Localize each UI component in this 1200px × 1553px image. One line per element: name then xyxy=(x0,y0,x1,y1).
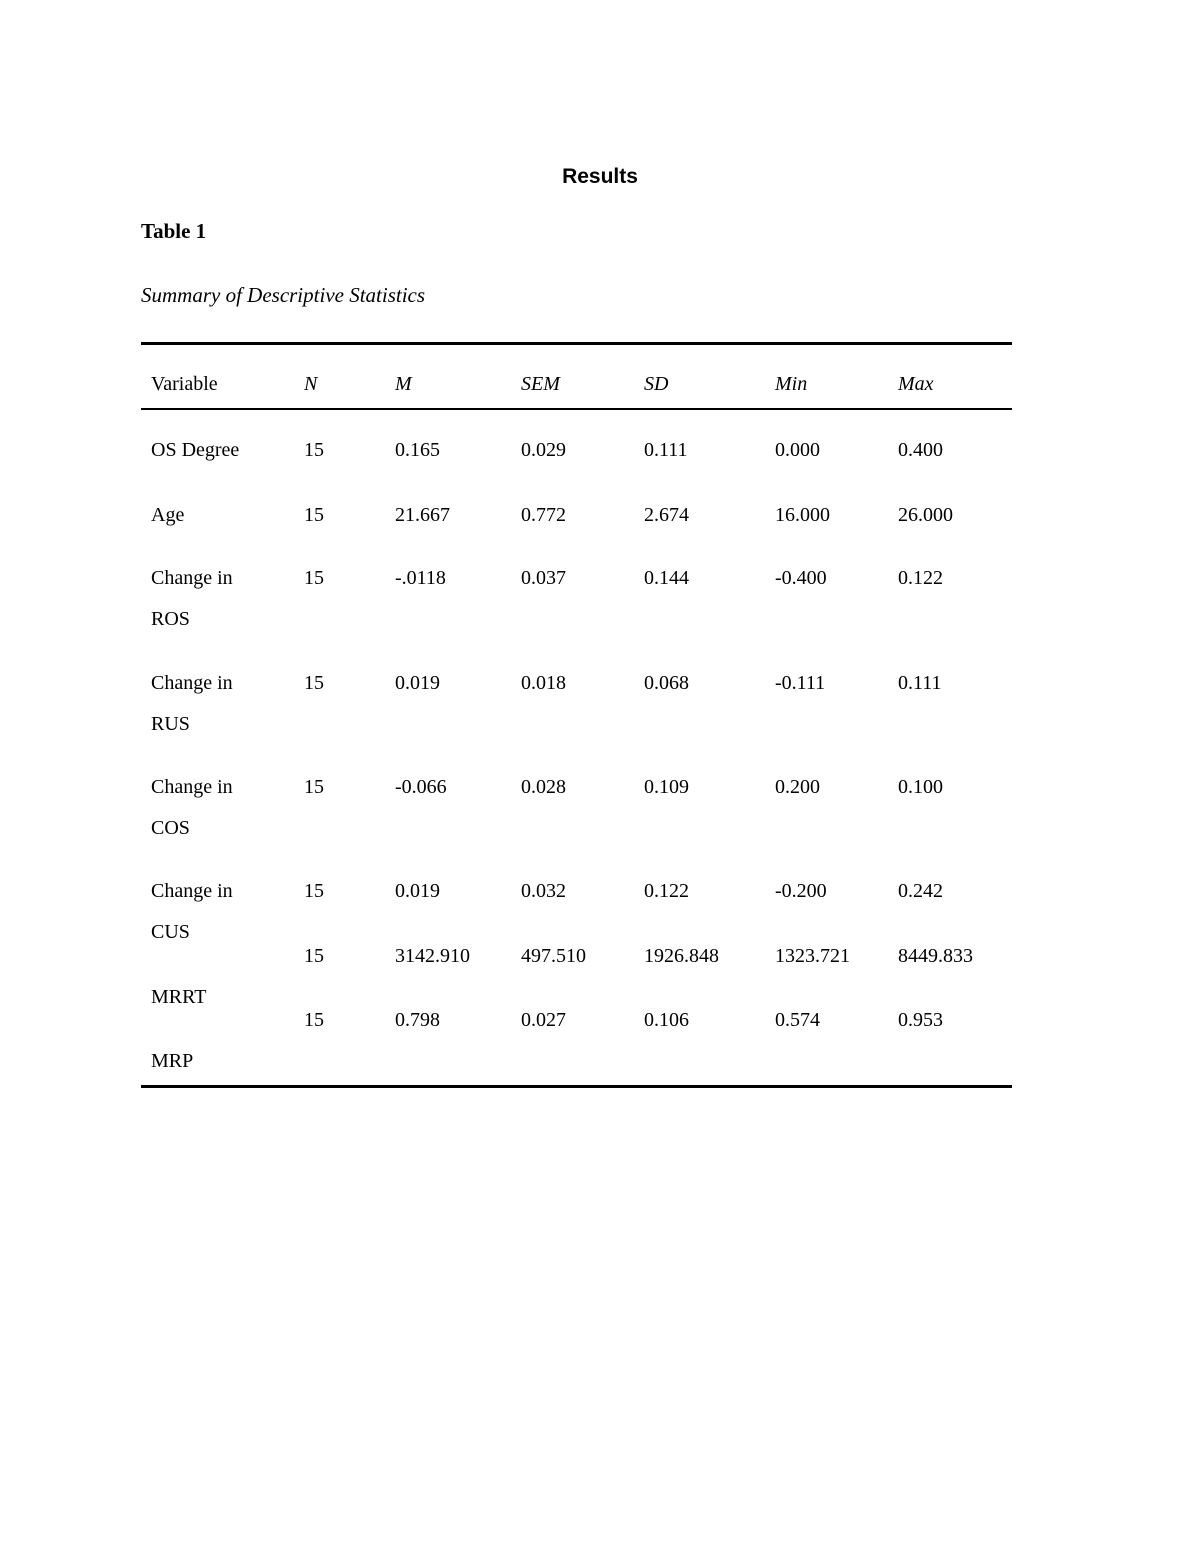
cell-m: 0.019 xyxy=(395,880,440,902)
row-variable-label-continued: CUS xyxy=(151,921,190,943)
cell-max: 0.242 xyxy=(898,880,943,902)
cell-sd: 0.106 xyxy=(644,1009,689,1031)
row-variable-label: MRP xyxy=(151,1050,194,1072)
cell-max: 0.400 xyxy=(898,439,943,461)
cell-m: -.0118 xyxy=(395,567,446,589)
cell-n: 15 xyxy=(304,776,324,798)
cell-max: 0.953 xyxy=(898,1009,943,1031)
cell-n: 15 xyxy=(304,1009,324,1031)
cell-min: 0.574 xyxy=(775,1009,820,1031)
cell-sem: 0.032 xyxy=(521,880,566,902)
cell-max: 0.122 xyxy=(898,567,943,589)
cell-min: -0.111 xyxy=(775,672,826,694)
cell-sd: 0.122 xyxy=(644,880,689,902)
cell-sem: 0.018 xyxy=(521,672,566,694)
cell-m: 0.019 xyxy=(395,672,440,694)
cell-min: 16.000 xyxy=(775,504,830,526)
cell-sem: 0.029 xyxy=(521,439,566,461)
cell-n: 15 xyxy=(304,567,324,589)
cell-sd: 1926.848 xyxy=(644,945,719,967)
page-heading: Results xyxy=(562,165,638,188)
cell-sd: 0.144 xyxy=(644,567,689,589)
row-variable-label: OS Degree xyxy=(151,439,240,461)
row-variable-label: MRRT xyxy=(151,986,207,1008)
cell-m: 21.667 xyxy=(395,504,450,526)
cell-n: 15 xyxy=(304,504,324,526)
header-sd: SD xyxy=(644,373,669,395)
cell-sem: 0.772 xyxy=(521,504,566,526)
header-n: N xyxy=(304,373,318,395)
cell-min: 0.200 xyxy=(775,776,820,798)
cell-sem: 497.510 xyxy=(521,945,586,967)
cell-max: 8449.833 xyxy=(898,945,973,967)
cell-sem: 0.027 xyxy=(521,1009,566,1031)
cell-n: 15 xyxy=(304,672,324,694)
header-variable: Variable xyxy=(151,373,218,395)
cell-sd: 0.111 xyxy=(644,439,688,461)
row-variable-label-continued: COS xyxy=(151,817,190,839)
table-title: Summary of Descriptive Statistics xyxy=(141,283,426,307)
row-variable-label-continued: ROS xyxy=(151,608,190,630)
cell-min: 1323.721 xyxy=(775,945,850,967)
cell-max: 0.111 xyxy=(898,672,942,694)
table-header-rule xyxy=(141,408,1012,410)
row-variable-label: Age xyxy=(151,504,185,526)
table-bottom-rule xyxy=(141,1085,1012,1088)
cell-n: 15 xyxy=(304,439,324,461)
cell-sem: 0.037 xyxy=(521,567,566,589)
cell-n: 15 xyxy=(304,945,324,967)
row-variable-label: Change in xyxy=(151,776,233,798)
cell-min: -0.200 xyxy=(775,880,827,902)
table-top-rule xyxy=(141,342,1012,345)
cell-n: 15 xyxy=(304,880,324,902)
table-number: Table 1 xyxy=(141,219,207,243)
header-min: Min xyxy=(775,373,808,395)
cell-sd: 0.068 xyxy=(644,672,689,694)
row-variable-label: Change in xyxy=(151,567,233,589)
header-m: M xyxy=(395,373,412,395)
cell-m: 0.165 xyxy=(395,439,440,461)
cell-sd: 2.674 xyxy=(644,504,689,526)
row-variable-label: Change in xyxy=(151,672,233,694)
cell-min: -0.400 xyxy=(775,567,827,589)
cell-sd: 0.109 xyxy=(644,776,689,798)
row-variable-label-continued: RUS xyxy=(151,713,190,735)
cell-min: 0.000 xyxy=(775,439,820,461)
row-variable-label: Change in xyxy=(151,880,233,902)
header-sem: SEM xyxy=(521,373,560,395)
cell-max: 26.000 xyxy=(898,504,953,526)
header-max: Max xyxy=(898,373,934,395)
cell-sem: 0.028 xyxy=(521,776,566,798)
cell-m: 3142.910 xyxy=(395,945,470,967)
cell-m: -0.066 xyxy=(395,776,447,798)
cell-max: 0.100 xyxy=(898,776,943,798)
cell-m: 0.798 xyxy=(395,1009,440,1031)
